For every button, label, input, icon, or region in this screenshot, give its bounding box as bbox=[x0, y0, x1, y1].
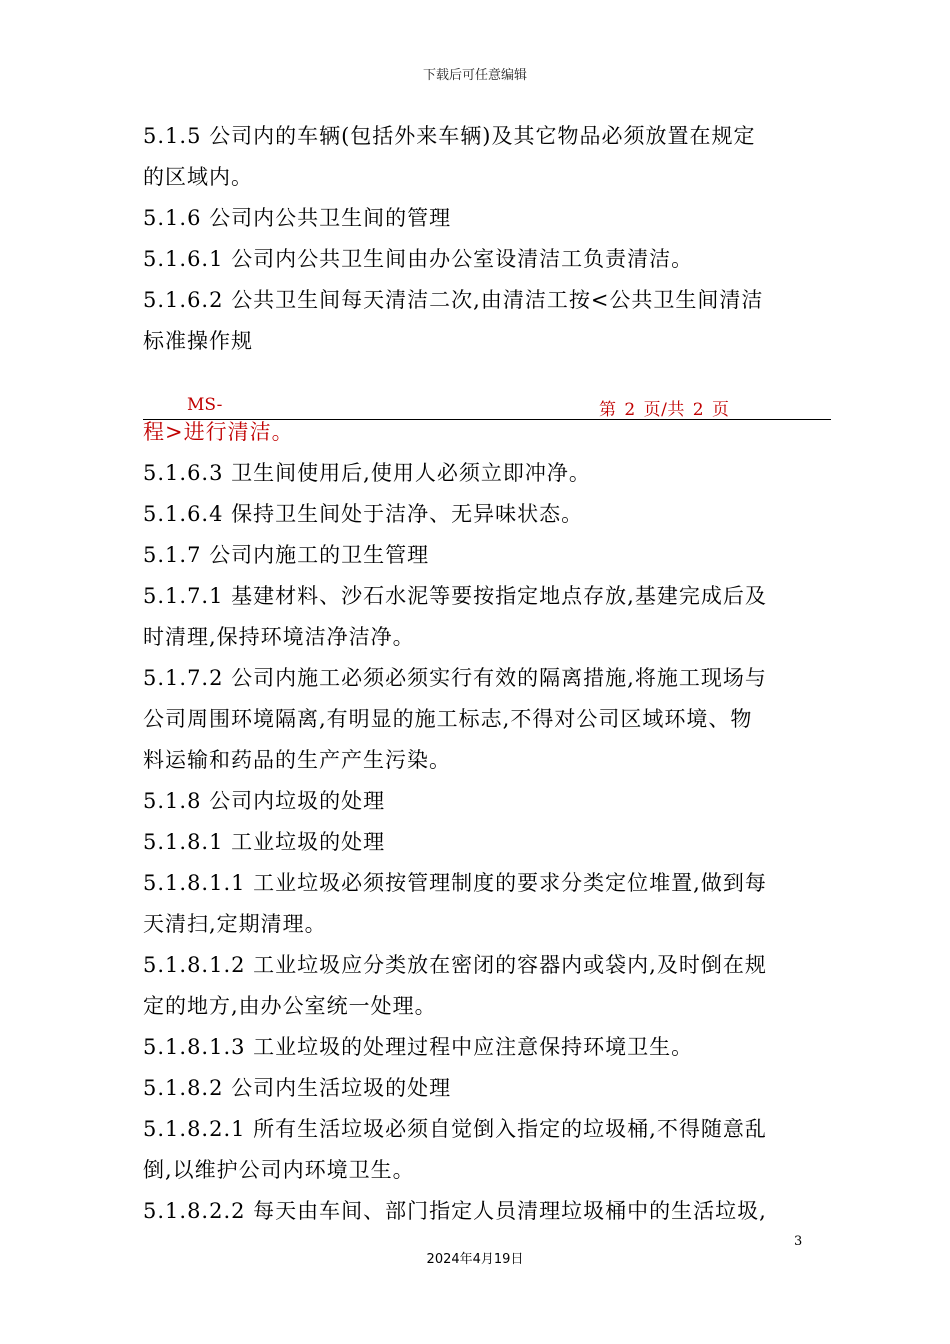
top-note: 下载后可任意编辑 bbox=[422, 68, 527, 83]
text-line: 5.1.8 公司内垃圾的处理 bbox=[143, 789, 386, 813]
text-line: 5.1.8.2.1 所有生活垃圾必须自觉倒入指定的垃圾桶,不得随意乱 bbox=[143, 1117, 767, 1141]
text-block-upper bbox=[143, 116, 813, 362]
page-number: 3 bbox=[794, 1234, 803, 1249]
text-line: 5.1.6.4 保持卫生间处于洁净、无异味状态。 bbox=[143, 502, 584, 526]
text-line: 5.1.8.2.2 每天由车间、部门指定人员清理垃圾桶中的生活垃圾, bbox=[143, 1199, 767, 1223]
document-code: MS- bbox=[187, 395, 223, 415]
continued-line: 程>进行清洁。 bbox=[143, 420, 294, 444]
text-line: 5.1.8.1.1 工业垃圾必须按管理制度的要求分类定位堆置,做到每 bbox=[143, 871, 767, 895]
text-line: 天清扫,定期清理。 bbox=[143, 912, 327, 936]
text-line: 5.1.6.3 卫生间使用后,使用人必须立即冲净。 bbox=[143, 461, 591, 485]
text-line: 5.1.7.2 公司内施工必须必须实行有效的隔离措施,将施工现场与 bbox=[143, 666, 767, 690]
text-line: 时清理,保持环境洁净洁净。 bbox=[143, 625, 415, 649]
text-line: 5.1.6.2 公共卫生间每天清洁二次,由清洁工按<公共卫生间清洁 bbox=[143, 288, 764, 312]
text-line: 5.1.8.1 工业垃圾的处理 bbox=[143, 830, 386, 854]
text-line: 倒,以维护公司内环境卫生。 bbox=[143, 1158, 415, 1182]
text-line: 的区域内。 bbox=[143, 165, 253, 189]
text-line: 料运输和药品的生产产生污染。 bbox=[143, 748, 451, 772]
text-line: 5.1.7.1 基建材料、沙石水泥等要按指定地点存放,基建完成后及 bbox=[143, 584, 767, 608]
text-line: 定的地方,由办公室统一处理。 bbox=[143, 994, 437, 1018]
text-line: 5.1.5 公司内的车辆(包括外来车辆)及其它物品必须放置在规定 bbox=[143, 124, 756, 148]
text-block-lower bbox=[143, 412, 813, 1232]
text-line: 5.1.6 公司内公共卫生间的管理 bbox=[143, 206, 452, 230]
page-indicator: 第 2 页/共 2 页 bbox=[599, 400, 730, 420]
text-line: 5.1.8.1.3 工业垃圾的处理过程中应注意保持环境卫生。 bbox=[143, 1035, 694, 1059]
footer-date: 2024年4月19日 bbox=[426, 1252, 524, 1267]
text-line: 公司周围环境隔离,有明显的施工标志,不得对公司区域环境、物 bbox=[143, 707, 753, 731]
text-line: 5.1.8.1.2 工业垃圾应分类放在密闭的容器内或袋内,及时倒在规 bbox=[143, 953, 767, 977]
text-line: 5.1.6.1 公司内公共卫生间由办公室设清洁工负责清洁。 bbox=[143, 247, 694, 271]
text-line: 标准操作规 bbox=[143, 329, 253, 353]
text-line: 5.1.7 公司内施工的卫生管理 bbox=[143, 543, 430, 567]
text-line: 5.1.8.2 公司内生活垃圾的处理 bbox=[143, 1076, 452, 1100]
